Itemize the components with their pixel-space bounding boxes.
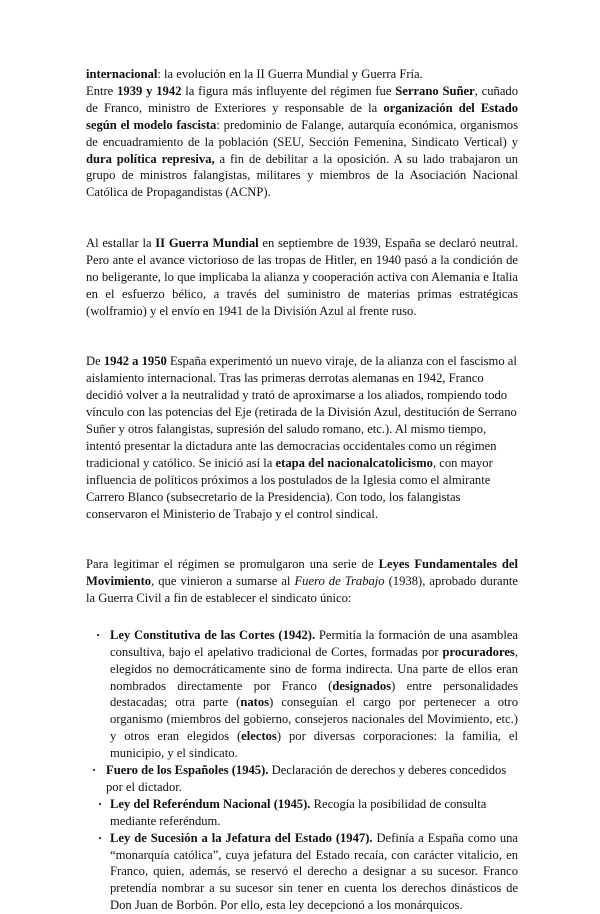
bold-term: designados xyxy=(332,678,392,693)
bullet-icon: · xyxy=(92,763,97,778)
text-run: Al estallar la xyxy=(86,236,156,251)
text-run: De xyxy=(86,354,104,369)
text-run: ) entre personalidades destacadas; otra parte ( xyxy=(110,678,518,710)
bold-term: II Guerra Mundial xyxy=(155,236,259,251)
text-run: Recogía la posibilidad de consulta mediante referéndum. xyxy=(110,796,487,828)
paragraph-world-war xyxy=(86,235,518,320)
italic-term: Fuero de Trabajo xyxy=(294,574,385,589)
list-item-sucesion xyxy=(98,830,518,914)
text-run: ) por diversas corporaciones: la familia, el municipio, y el sindicato. xyxy=(110,729,518,761)
law-title: Ley Constitutiva de las Cortes (1942). xyxy=(110,627,316,642)
text-run: (1938), aprobado durante la Guerra Civil a fin de establecer el sindicato único: xyxy=(86,574,519,605)
paragraph-1942-1950 xyxy=(86,353,518,522)
text-run: : la evolución en la II Guerra Mundial y Guerra Fría. xyxy=(157,67,423,81)
text-run: : predominio de Falange, autarquía económica, organismos de encuadramiento de la población (SEU, Sección Femenina, Sindicato Vertical) y xyxy=(86,117,518,149)
bold-term: procuradores xyxy=(442,644,515,659)
bold-term: dura política represiva, xyxy=(86,151,215,166)
text-run: la figura más influyente del régimen fue xyxy=(181,83,396,98)
text-run: , cuñado de Franco, ministro de Exteriores y responsable de la xyxy=(86,83,519,115)
law-title: Ley de Sucesión a la Jefatura del Estado (1947). xyxy=(110,830,373,845)
paragraph-laws-intro xyxy=(86,556,518,607)
bold-term: 1939 y 1942 xyxy=(117,83,182,98)
bold-term: organización del Estado según el modelo fascista xyxy=(86,100,518,132)
text-run: , elegidos no democráticamente sino de forma indirecta. Una parte de ellos eran nombrados directamente por Franco ( xyxy=(110,644,518,693)
document-page xyxy=(86,66,518,914)
text-run: España experimentó un nuevo viraje, de la alianza con el fascismo al aislamiento internacional. Tras las primeras derrotas alemanas en 1942, Franco decidió volver a la neutralidad y trató de aproximarse a los aliados, rompiendo todo vínculo con las potencias del Eje (retirada de la División Azul, destitución de Serrano Suñer y otros falangistas, supresión del saludo romano, etc.). Al mismo tiempo, intentó presentar la dictadura ante las democracias occidentales como un régimen tradicional y católico. Se inició así la xyxy=(86,354,517,470)
bold-term: 1942 a 1950 xyxy=(103,354,167,369)
bold-term: natos xyxy=(240,695,270,710)
list-item-fuero xyxy=(92,762,518,796)
text-run: a fin de debilitar a la oposición. A su lado trabajaron un grupo de ministros falangistas, militares y miembros de la Asociación Nacional Católica de Propagandistas (ACNP). xyxy=(86,151,518,200)
bold-term: Serrano Suñer xyxy=(395,83,475,98)
text-run: Para legitimar el régimen se promulgaron una serie de xyxy=(86,557,379,572)
bold-term: Leyes Fundamentales del Movimiento xyxy=(86,557,518,589)
list-item-cortes xyxy=(96,627,519,762)
bullet-icon: · xyxy=(98,830,103,845)
bold-term: internacional xyxy=(86,67,158,81)
bullet-icon: · xyxy=(98,796,103,811)
bold-term: electos xyxy=(241,729,277,744)
text-run: Entre xyxy=(86,83,118,98)
text-run: Definía a España como una “monarquía católica”, cuya jefatura del Estado recaía, con carácter vitalicio, en Franco, quien, además, se reservó el derecho a designar a su sucesor. Franco pretendía nombrar a su sucesor sin tener en cuenta los derechos dinásticos de Don Juan de Borbón. Por ello, esta ley decepcionó a los monárquicos. xyxy=(110,830,518,913)
bullet-icon: · xyxy=(96,627,101,642)
text-run: en septiembre de 1939, España se declaró neutral. Pero ante el avance victorioso de las tropas de Hitler, en 1940 pasó a la condición de no beligerante, lo que implicaba la alianza y cooperación activa con Alemania e Italia en el esfuerzo bélico, a través del suministro de materias primas estratégicas (wolframio) y el envío en 1941 de la División Azul al frente ruso. xyxy=(86,236,518,318)
laws-list xyxy=(86,627,518,914)
law-title: Fuero de los Españoles (1945). xyxy=(106,763,269,778)
law-title: Ley del Referéndum Nacional (1945). xyxy=(110,796,311,811)
list-item-referendum xyxy=(98,796,518,830)
paragraph-serrano-suner xyxy=(86,66,518,201)
text-run: Declaración de derechos y deberes concedidos por el dictador. xyxy=(106,763,507,794)
text-run: , con mayor influencia de políticos próximos a los postulados de la Iglesia como el almirante Carrero Blanco (subsecretario de la Presidencia). Con todo, los falangistas conservaron el Ministerio de Trabajo y el control sindical. xyxy=(86,455,493,521)
text-run: , que vinieron a sumarse al xyxy=(151,574,295,589)
text-run: ) conseguían el cargo por pertenecer a otro organismo (miembros del gobierno, consejeros nacionales del Movimiento, etc.) y otros eran elegidos ( xyxy=(110,695,518,744)
text-run: Permitía la formación de una asamblea consultiva, bajo el apelativo tradicional de Cortes, formadas por xyxy=(110,627,519,659)
bold-term: etapa del nacionalcatolicismo xyxy=(275,455,433,470)
